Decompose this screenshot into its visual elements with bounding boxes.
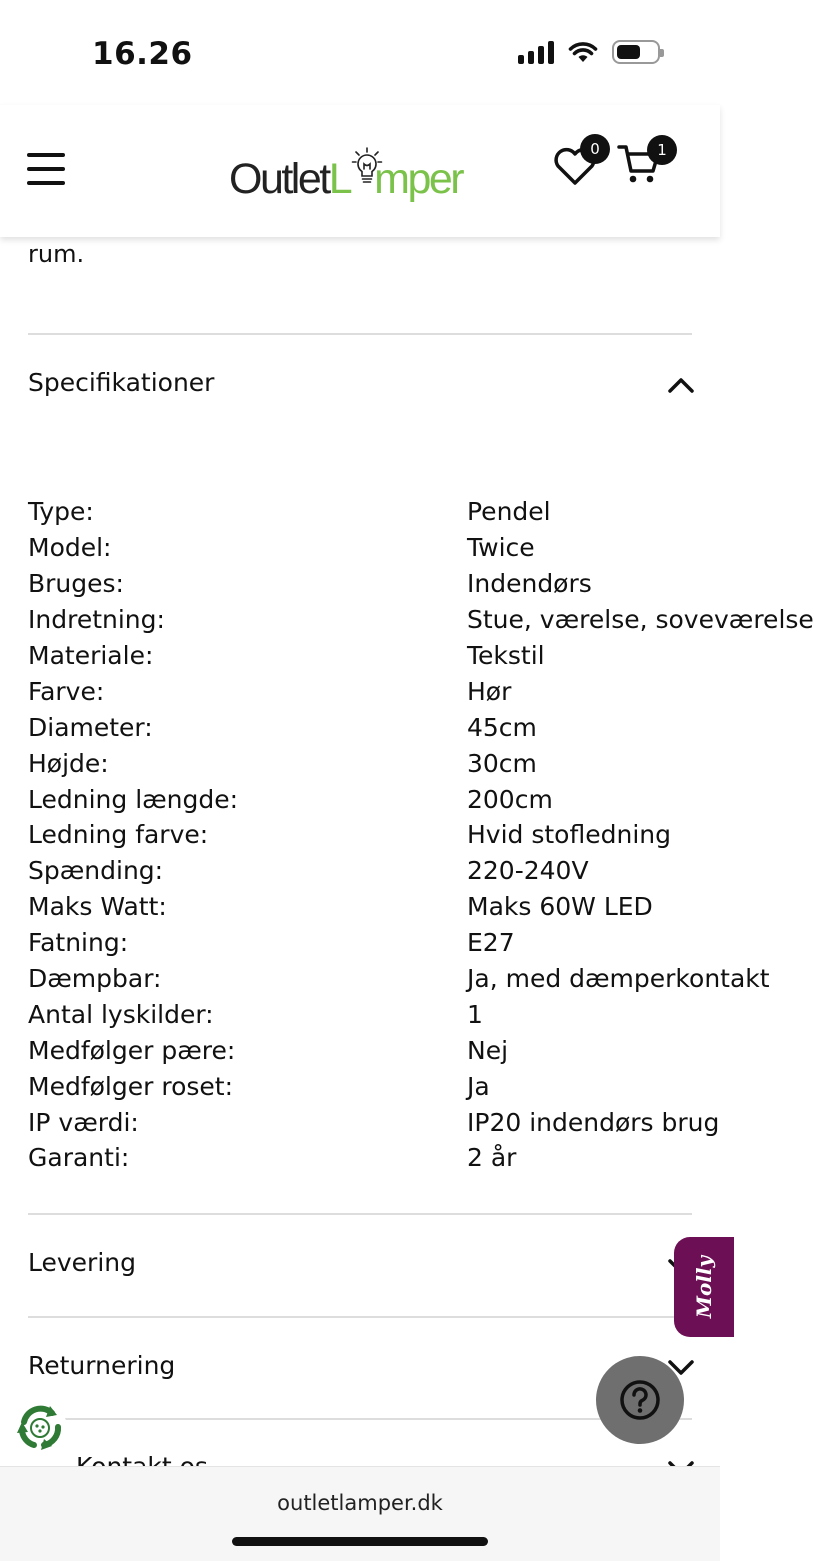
battery-icon: [612, 40, 660, 64]
spec-value: Hvid stofledning: [467, 820, 671, 850]
logo-outlet-text: Outlet: [229, 155, 329, 203]
spec-value: 200cm: [467, 784, 553, 814]
divider: [28, 333, 692, 335]
spec-label: Indretning:: [28, 605, 165, 635]
description-tail-text: rum.: [28, 240, 85, 268]
molly-label: Molly: [692, 1255, 717, 1319]
spec-label: Medfølger roset:: [28, 1071, 233, 1101]
cart-button[interactable]: [617, 135, 681, 195]
site-logo[interactable]: [229, 155, 462, 204]
spec-label: Bruges:: [28, 569, 124, 599]
spec-row: [28, 853, 720, 889]
home-indicator[interactable]: [232, 1537, 488, 1546]
status-bar: [0, 0, 720, 105]
spec-row: [28, 781, 720, 817]
lightbulb-icon: [352, 147, 382, 191]
browser-address-bar: [0, 1466, 720, 1561]
spec-row: [28, 925, 720, 961]
spec-label: Materiale:: [28, 641, 154, 670]
spec-row: [28, 602, 814, 638]
cart-count-badge: 1: [647, 135, 677, 165]
specs-list: [28, 494, 814, 1176]
spec-label: IP værdi:: [28, 1107, 139, 1137]
wifi-icon: [568, 40, 598, 64]
spec-row: [28, 961, 770, 997]
logo-l-text: L: [328, 155, 351, 203]
divider: [28, 1213, 692, 1215]
help-button[interactable]: [596, 1356, 684, 1444]
chevron-up-icon[interactable]: [666, 375, 696, 395]
spec-row: [28, 566, 720, 602]
spec-row: [28, 817, 720, 853]
spec-label: Højde:: [28, 748, 109, 778]
spec-label: Diameter:: [28, 712, 153, 742]
divider: [28, 1418, 692, 1420]
spec-value: Tekstil: [467, 641, 545, 670]
spec-value: Ja: [467, 1071, 490, 1101]
wishlist-button[interactable]: [553, 135, 613, 195]
status-icons: [518, 40, 660, 64]
specs-section-title[interactable]: Specifikationer: [28, 368, 215, 397]
spec-value: 1: [467, 999, 483, 1029]
spec-label: Antal lyskilder:: [28, 999, 214, 1029]
spec-row: [28, 1140, 720, 1176]
spec-value: Stue, værelse, soveværelse: [467, 605, 814, 635]
spec-value: Hør: [467, 676, 512, 706]
spec-value: 30cm: [467, 748, 537, 778]
spec-row: [28, 889, 720, 925]
spec-value: Pendel: [467, 497, 551, 527]
spec-value: 45cm: [467, 712, 537, 742]
spec-label: Medfølger pære:: [28, 1035, 236, 1065]
spec-row: [28, 638, 720, 674]
spec-row: [28, 1068, 720, 1104]
spec-row: [28, 530, 720, 566]
spec-label: Model:: [28, 533, 112, 563]
spec-value: Nej: [467, 1035, 509, 1065]
delivery-section-title[interactable]: Levering: [28, 1248, 136, 1277]
spec-value: 2 år: [467, 1143, 517, 1173]
returns-section-title[interactable]: Returnering: [28, 1351, 176, 1380]
site-header: [0, 105, 720, 237]
spec-value: Twice: [467, 533, 535, 563]
spec-value: IP20 indendørs brug: [467, 1107, 720, 1137]
status-time: 16.26: [92, 36, 193, 72]
spec-row: [28, 1104, 720, 1140]
spec-label: Type:: [28, 497, 94, 527]
spec-row: [28, 494, 720, 530]
logo-mper-text: mper: [374, 155, 463, 203]
spec-row: [28, 996, 720, 1032]
menu-icon[interactable]: [27, 153, 65, 185]
spec-label: Dæmpbar:: [28, 964, 162, 994]
divider: [28, 1316, 692, 1318]
recycle-badge-icon[interactable]: [12, 1400, 68, 1456]
spec-label: Spænding:: [28, 856, 164, 886]
question-icon: [619, 1379, 661, 1421]
spec-label: Maks Watt:: [28, 892, 167, 922]
spec-row: [28, 709, 720, 745]
url-text[interactable]: outletlamper.dk: [277, 1491, 443, 1515]
spec-row: [28, 745, 720, 781]
spec-row: [28, 1032, 720, 1068]
spec-label: Farve:: [28, 676, 105, 706]
wishlist-count-badge: 0: [580, 134, 610, 164]
spec-label: Fatning:: [28, 928, 129, 958]
spec-label: Ledning længde:: [28, 784, 239, 814]
spec-value: E27: [467, 928, 515, 958]
spec-label: Garanti:: [28, 1143, 130, 1173]
molly-chat-tab[interactable]: [674, 1237, 734, 1337]
spec-row: [28, 673, 720, 709]
spec-label: Ledning farve:: [28, 820, 209, 850]
spec-value: Maks 60W LED: [467, 892, 653, 922]
spec-value: Ja, med dæmperkontakt: [467, 964, 770, 994]
cellular-signal-icon: [518, 40, 554, 64]
spec-value: Indendørs: [467, 569, 592, 599]
spec-value: 220-240V: [467, 856, 589, 886]
